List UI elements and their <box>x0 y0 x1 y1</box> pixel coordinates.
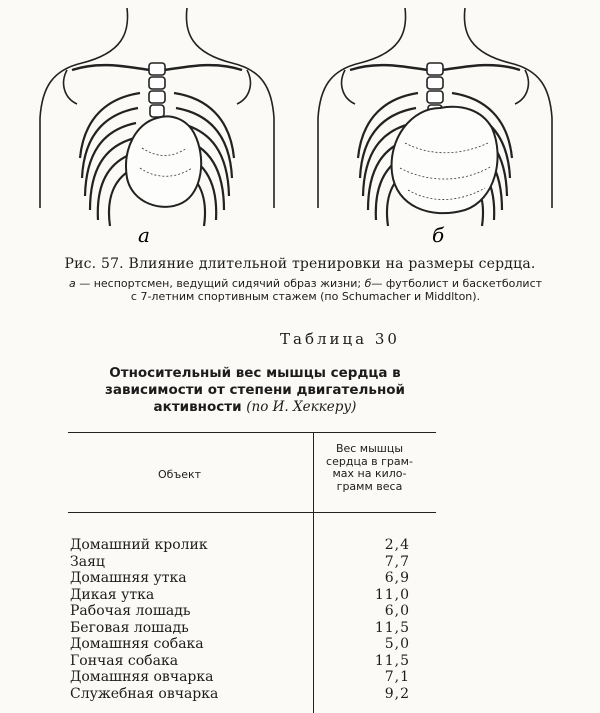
row-object: Рабочая лошадь <box>70 603 191 619</box>
caption-text-a: — неспортсмен, ведущий сидячий образ жизни; <box>75 277 365 290</box>
row-object: Домашняя утка <box>70 570 187 586</box>
row-value: 5,0 <box>384 636 410 652</box>
row-object: Беговая лошадь <box>70 619 189 636</box>
table-title-line1: Относительный вес мышцы сердца в <box>109 365 401 381</box>
table-row <box>70 686 430 703</box>
row-object: Гончая собака <box>70 652 179 669</box>
column-header-weight-line: мах на кило- <box>332 467 407 480</box>
table-header-rule <box>68 512 436 513</box>
row-value: 11,5 <box>374 652 410 669</box>
table-row <box>70 537 430 554</box>
table-number: Таблица 30 <box>280 330 400 348</box>
row-value: 11,0 <box>374 586 410 603</box>
figure-caption-line1 <box>18 277 593 290</box>
table-row <box>70 669 430 686</box>
table-title <box>70 365 440 416</box>
caption-letter-a: а <box>68 277 76 290</box>
column-header-weight <box>317 443 422 493</box>
table-row <box>70 587 430 604</box>
figure-label-a: а <box>138 223 150 247</box>
figure-label-b: б <box>432 223 445 247</box>
column-header-object: Объект <box>158 468 202 481</box>
table-title-line3 <box>70 399 440 416</box>
column-header-weight-line: Вес мышцы <box>335 442 404 455</box>
table-row <box>70 603 430 620</box>
table-row <box>70 554 430 571</box>
table-title-line2: зависимости от степени двигательной <box>105 382 405 398</box>
row-value: 6,0 <box>384 603 410 619</box>
chest-figure-b <box>318 8 552 226</box>
row-object: Заяц <box>70 553 105 570</box>
row-value: 9,2 <box>384 685 410 702</box>
heart-large <box>392 107 498 213</box>
column-header-weight-line: грамм веса <box>336 479 403 493</box>
row-value: 7,1 <box>384 669 410 685</box>
table-title-author: (по И. Хеккеру) <box>246 399 357 415</box>
row-object: Дикая утка <box>70 586 155 603</box>
table-row <box>70 636 430 653</box>
chest-illustrations <box>22 8 562 258</box>
caption-text-b: — футболист и баскетболист <box>371 277 543 290</box>
chest-figure-a <box>40 8 274 226</box>
heart-size-figure <box>22 8 562 258</box>
table-row <box>70 620 430 637</box>
row-object: Домашний кролик <box>70 537 208 553</box>
row-value: 11,5 <box>374 619 410 636</box>
figure-caption-title: Рис. 57. Влияние длительной тренировки на размеры сердца. <box>64 256 536 272</box>
caption-letter-b: б <box>364 277 372 290</box>
row-object: Домашняя собака <box>70 636 204 652</box>
row-value: 6,9 <box>384 570 410 586</box>
table-title-activity: активности <box>153 399 242 415</box>
row-value: 7,7 <box>384 553 410 570</box>
table-top-rule <box>68 432 436 433</box>
row-object: Служебная овчарка <box>70 685 219 702</box>
table-row <box>70 570 430 587</box>
figure-caption-line2: с 7-летним спортивным стажем (по Schumacher и Middlton). <box>130 290 481 303</box>
row-value: 2,4 <box>384 537 410 553</box>
column-header-weight-line: сердца в грам- <box>326 454 413 468</box>
table-body <box>70 537 430 702</box>
heart-small <box>126 116 201 206</box>
table-row <box>70 653 430 670</box>
row-object: Домашняя овчарка <box>70 669 214 685</box>
